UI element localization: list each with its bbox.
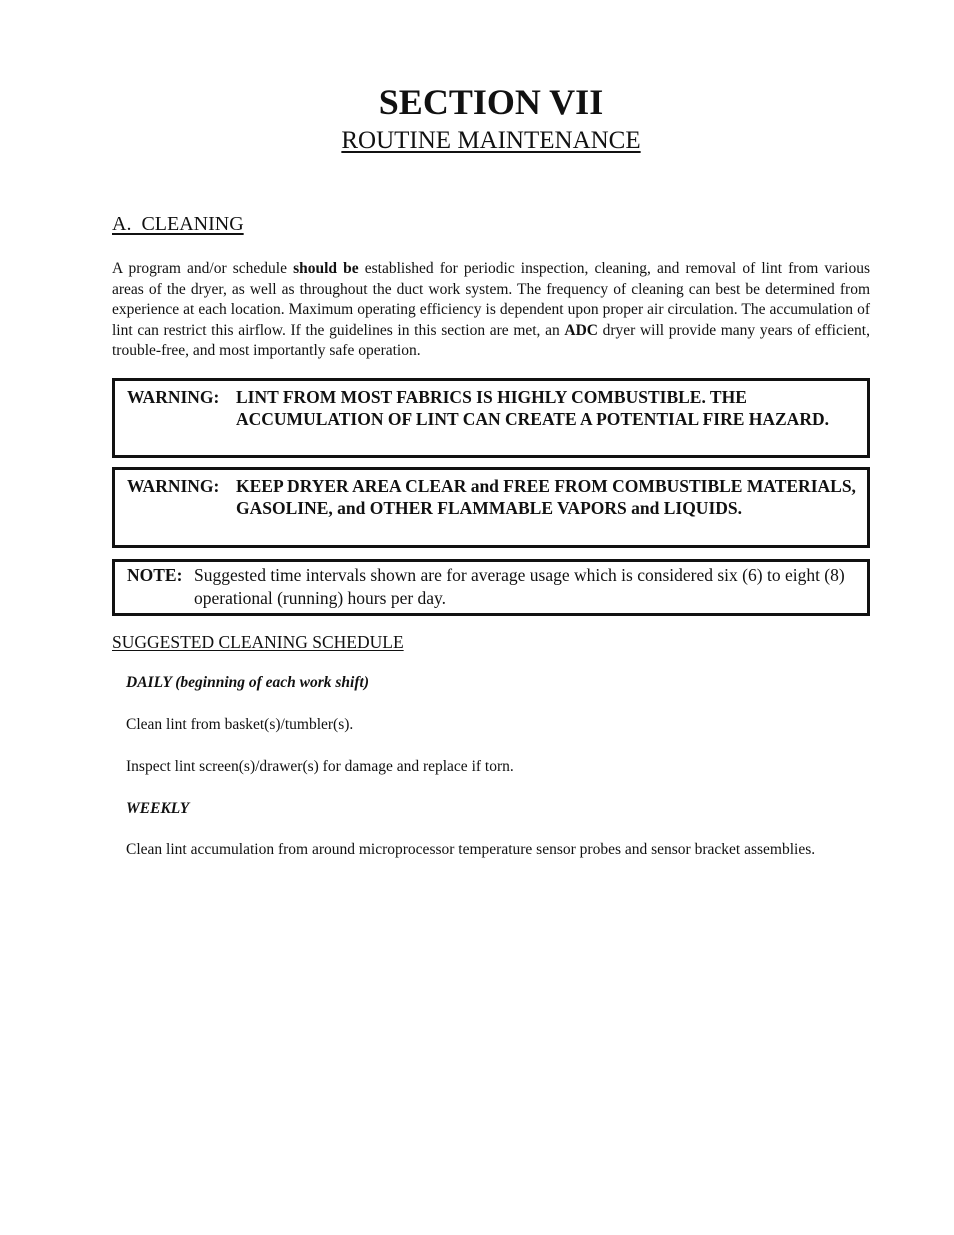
daily-item: Clean lint from basket(s)/tumbler(s). (126, 716, 354, 733)
intro-bold-should-be: should be (293, 260, 359, 277)
intro-text-1: A program and/or schedule (112, 260, 294, 277)
warning-text: LINT FROM MOST FABRICS IS HIGHLY COMBUSTIBLE. THE ACCUMULATION OF LINT CAN CREATE A POTENTIAL FIRE HAZARD. (236, 387, 829, 430)
intro-text-2: established for periodic inspection, cleaning, and removal of lint from various areas of the dryer, as well as throughout the duct work system. The frequency of cleaning can best be determined from experience at each location. Maximum operating efficiency is dependent upon proper air circulation. The accumulation of lint can restrict this airflow. If the guidelines in this section are met, an (112, 260, 870, 339)
warning-box-flammables (112, 467, 870, 548)
note-text: Suggested time intervals shown are for average usage which is considered six (6) to eight (8) operational (running) hours per day. (194, 565, 845, 608)
cleaning-heading: A. CLEANING (112, 213, 244, 235)
cleaning-intro-paragraph (112, 259, 870, 362)
intro-bold-adc: ADC (564, 321, 598, 339)
section-title: SECTION VII (378, 82, 604, 122)
daily-label: DAILY (beginning of each work shift) (126, 674, 369, 691)
schedule-heading: SUGGESTED CLEANING SCHEDULE (112, 632, 404, 652)
daily-item: Inspect lint screen(s)/drawer(s) for damage and replace if torn. (126, 758, 514, 775)
warning-text: KEEP DRYER AREA CLEAR and FREE FROM COMBUSTIBLE MATERIALS, GASOLINE, and OTHER FLAMMABLE VAPORS and LIQUIDS. (236, 476, 856, 519)
warning-label: WARNING: (127, 387, 220, 407)
note-label: NOTE: (127, 565, 183, 585)
warning-box-lint (112, 378, 870, 458)
weekly-item: Clean lint accumulation from around microprocessor temperature sensor probes and sensor bracket assemblies. (126, 841, 816, 858)
section-subtitle: ROUTINE MAINTENANCE (341, 127, 641, 154)
warning-label: WARNING: (127, 476, 220, 496)
weekly-label: WEEKLY (126, 800, 190, 817)
intro-text-3: dryer will provide many years of efficient, trouble-free, and most importantly safe operation. (112, 321, 870, 360)
note-box (112, 559, 870, 616)
